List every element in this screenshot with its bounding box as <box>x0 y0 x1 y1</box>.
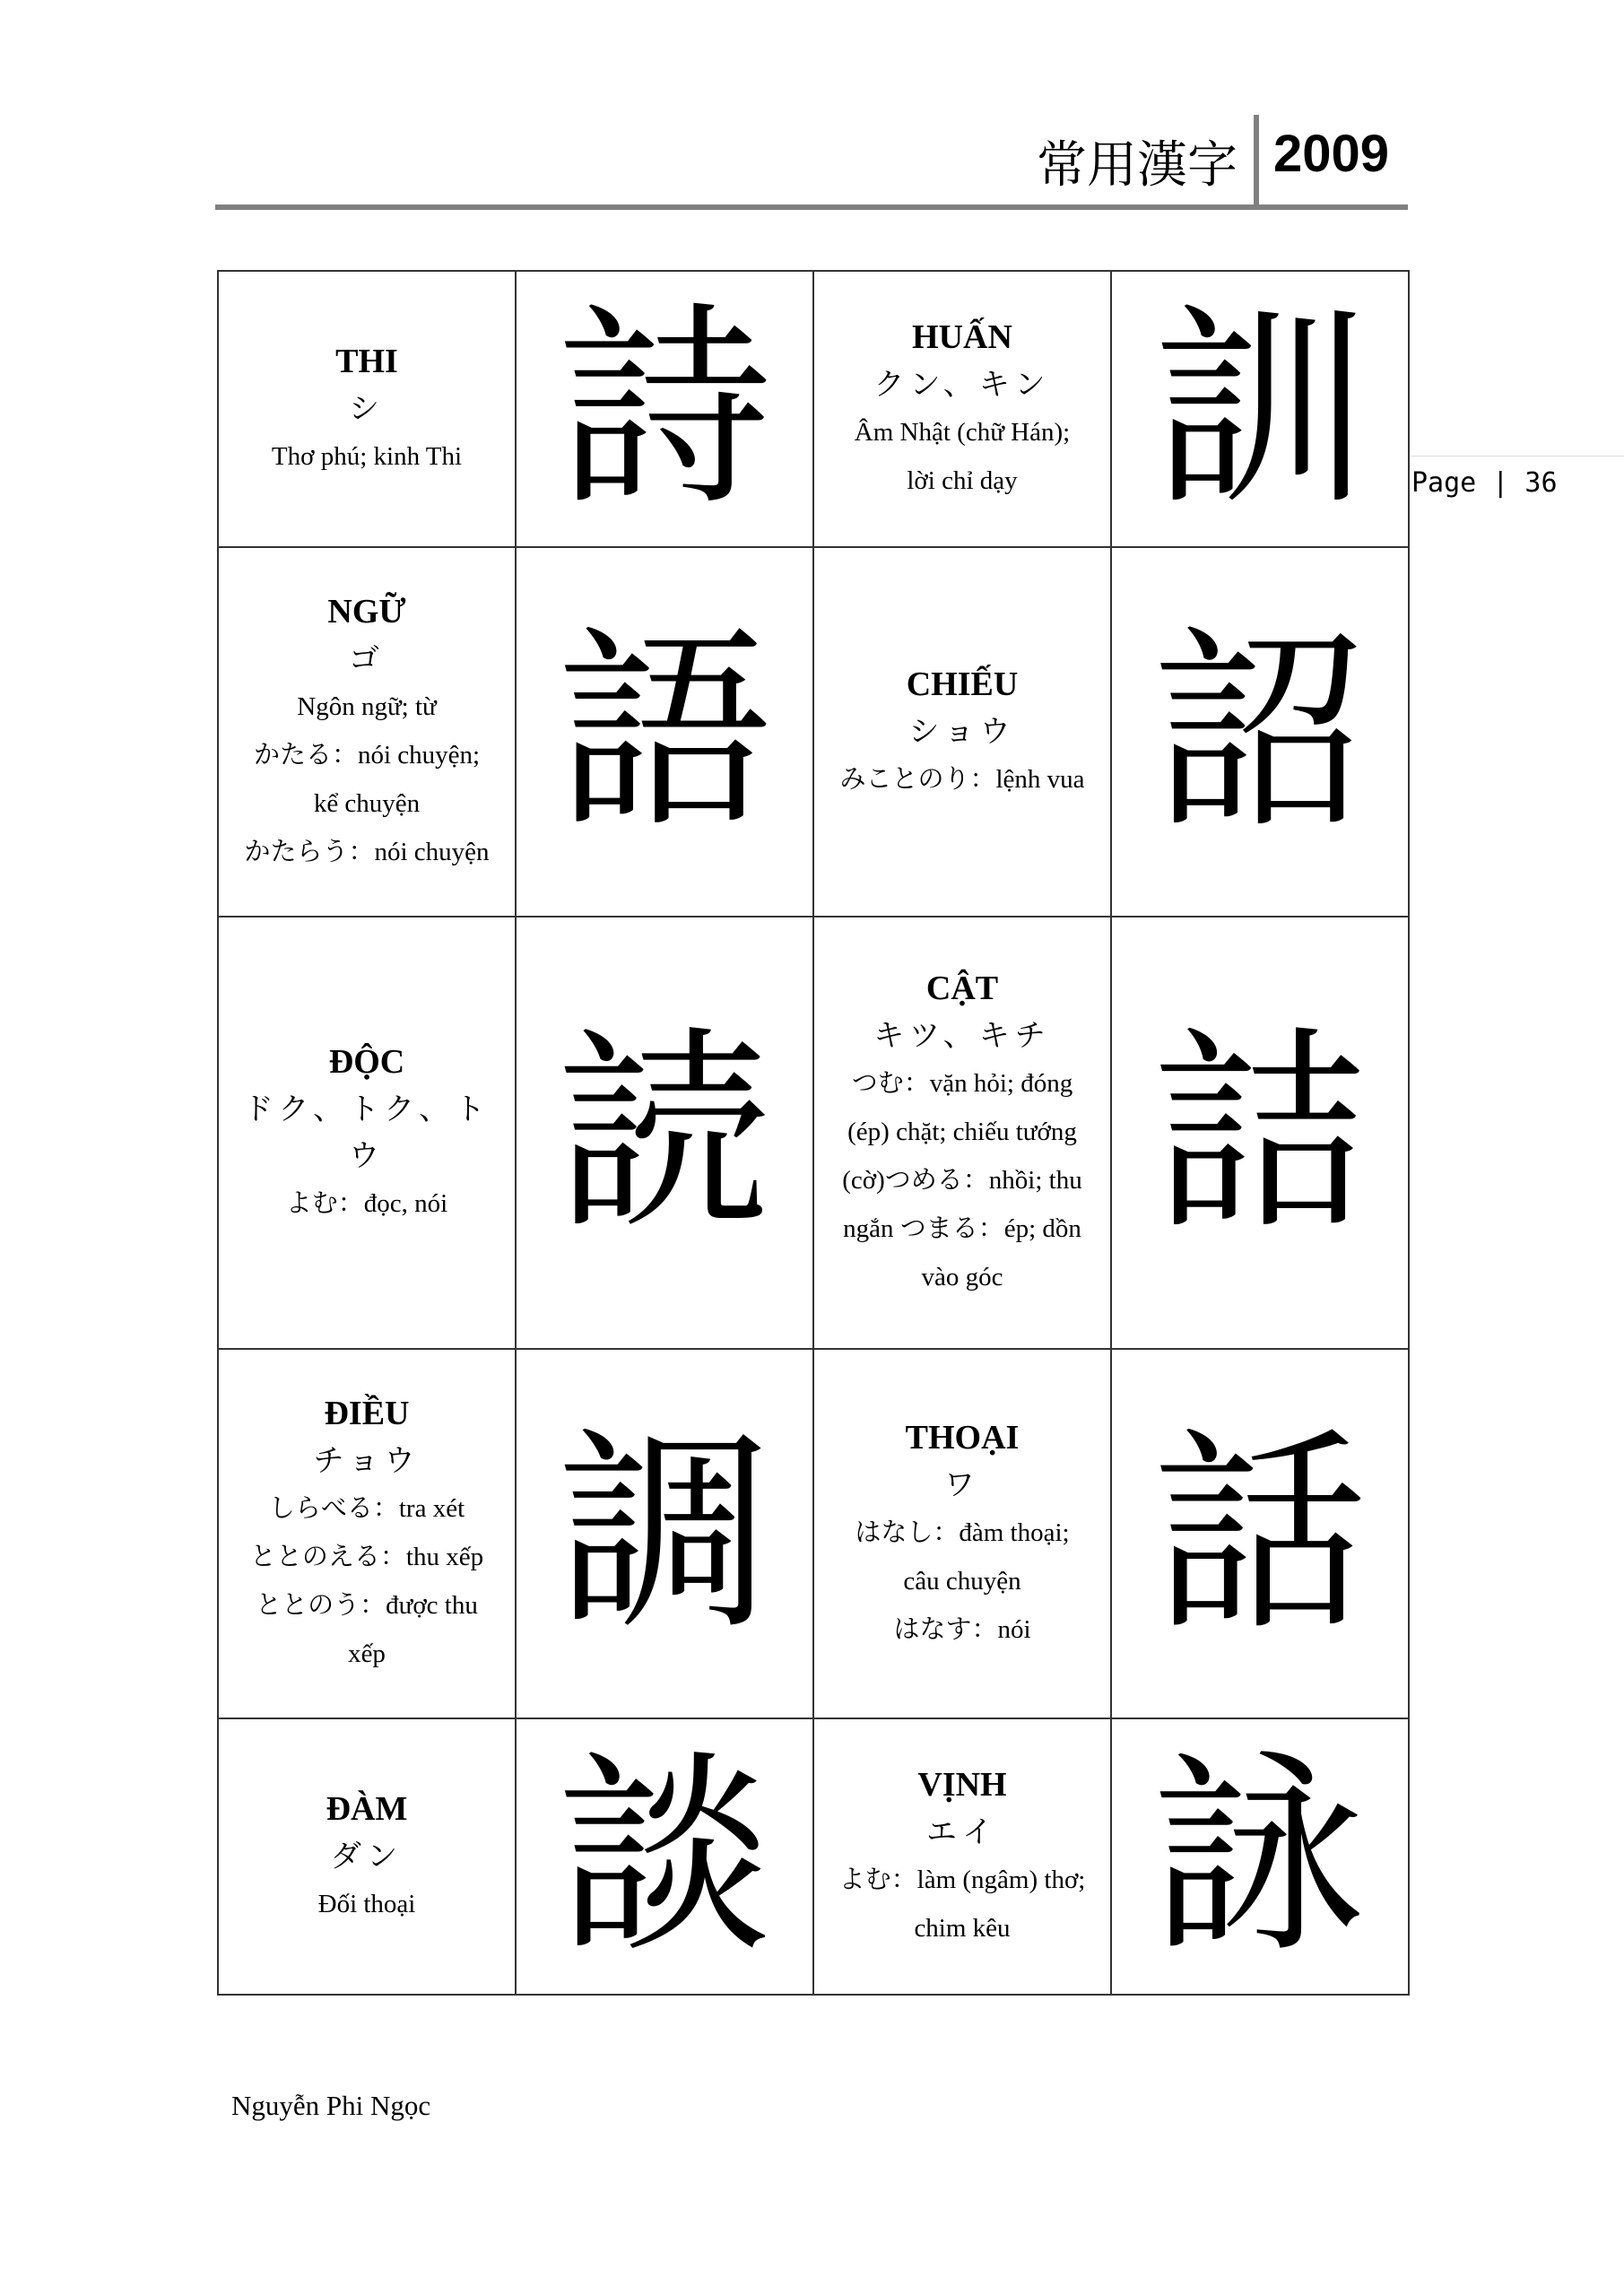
sino-vietnamese-reading: CẬT <box>925 969 999 1007</box>
on-reading: クン、キン <box>873 367 1051 403</box>
header-year: 2009 <box>1273 125 1390 183</box>
kanji-character: 談 <box>516 1718 813 1995</box>
sino-vietnamese-reading: THOẠI <box>905 1418 1020 1457</box>
meaning-line: しらべる：tra xét <box>268 1493 465 1523</box>
on-reading: ショウ <box>908 714 1016 751</box>
kanji-info-cell <box>813 1718 1111 1995</box>
kanji-info-cell <box>813 917 1111 1348</box>
meaning-line: ngắn つまる：ép; dồn <box>843 1213 1081 1243</box>
meaning-line: Âm Nhật (chữ Hán); <box>854 418 1071 447</box>
meaning-line: はなす：nói <box>893 1614 1031 1644</box>
meaning-line: vào góc <box>921 1262 1003 1292</box>
kanji-info-cell <box>218 917 516 1348</box>
table-row <box>218 1718 1409 1995</box>
sino-vietnamese-reading: ĐIỀU <box>324 1394 410 1432</box>
page-number: Page | 36 <box>1411 456 1624 499</box>
on-reading: ダン <box>330 1838 404 1874</box>
meaning-line: みことのり：lệnh vua <box>839 765 1085 795</box>
kanji-info-cell <box>813 1349 1111 1718</box>
header-divider <box>1254 115 1259 204</box>
kanji-character: 読 <box>516 917 813 1348</box>
kanji-info-cell <box>218 1718 516 1995</box>
meaning-line: よむ：làm (ngâm) thơ; <box>838 1865 1086 1894</box>
kanji-character: 詠 <box>1111 1718 1409 1995</box>
table-row <box>218 271 1409 547</box>
meaning-line: かたらう：nói chuyện <box>244 838 490 867</box>
kanji-character: 語 <box>516 547 813 917</box>
meaning-line: câu chuyện <box>903 1566 1021 1596</box>
meaning-line: はなし：đàm thoại; <box>855 1518 1070 1547</box>
meaning-line: かたる：nói chuyện; <box>253 741 481 770</box>
meaning-line: kể chuyện <box>313 789 421 819</box>
kanji-character: 詔 <box>1111 547 1409 917</box>
kanji-info-cell <box>813 547 1111 917</box>
meaning-line: (ép) chặt; chiếu tướng <box>847 1117 1077 1146</box>
meaning-line: Thơ phú; kinh Thi <box>271 442 463 471</box>
on-reading: キツ、キチ <box>873 1017 1051 1054</box>
sino-vietnamese-reading: THI <box>335 343 398 380</box>
on-reading: ドク、トク、トウ <box>243 1091 491 1174</box>
kanji-info-cell <box>218 547 516 917</box>
sino-vietnamese-reading: NGỮ <box>327 593 406 631</box>
meaning-line: ととのう：được thu <box>256 1590 478 1620</box>
kanji-info-cell <box>813 271 1111 547</box>
on-reading: ワ <box>944 1466 980 1503</box>
on-reading: シ <box>349 391 385 427</box>
page-header <box>215 108 1408 210</box>
header-title: 常用漢字 <box>1037 136 1238 195</box>
meaning-line: Đối thoại <box>317 1889 416 1918</box>
meaning-line: chim kêu <box>914 1913 1011 1943</box>
footer-author: Nguyễn Phi Ngọc <box>231 2090 431 2121</box>
kanji-table-body <box>218 271 1409 1995</box>
on-reading: ゴ <box>349 641 385 678</box>
kanji-character: 詰 <box>1111 917 1409 1348</box>
on-reading: エイ <box>926 1813 998 1850</box>
meaning-line: よむ：đọc, nói <box>285 1188 448 1218</box>
kanji-info-cell <box>218 271 516 547</box>
kanji-character: 調 <box>516 1349 813 1718</box>
kanji-character: 話 <box>1111 1349 1409 1718</box>
kanji-table <box>217 270 1410 1996</box>
meaning-line: (cờ)つめる：nhồi; thu <box>842 1165 1082 1195</box>
meaning-line: ととのえる：thu xếp <box>249 1542 484 1571</box>
meaning-line: xếp <box>348 1639 386 1668</box>
table-row <box>218 1349 1409 1718</box>
kanji-info-cell <box>218 1349 516 1718</box>
on-reading: チョウ <box>313 1442 421 1479</box>
sino-vietnamese-reading: VỊNH <box>917 1765 1007 1804</box>
sino-vietnamese-reading: HUẤN <box>912 318 1012 356</box>
sino-vietnamese-reading: CHIẾU <box>906 665 1019 704</box>
meaning-line: つむ：vặn hỏi; đóng <box>851 1068 1073 1098</box>
sino-vietnamese-reading: ĐÀM <box>326 1789 408 1828</box>
meaning-line: Ngôn ngữ; từ <box>297 692 437 722</box>
table-row <box>218 917 1409 1348</box>
kanji-character: 詩 <box>516 271 813 547</box>
sino-vietnamese-reading: ĐỘC <box>328 1042 405 1081</box>
kanji-character: 訓 <box>1111 271 1409 547</box>
table-row <box>218 547 1409 917</box>
meaning-line: lời chỉ dạy <box>907 466 1018 495</box>
